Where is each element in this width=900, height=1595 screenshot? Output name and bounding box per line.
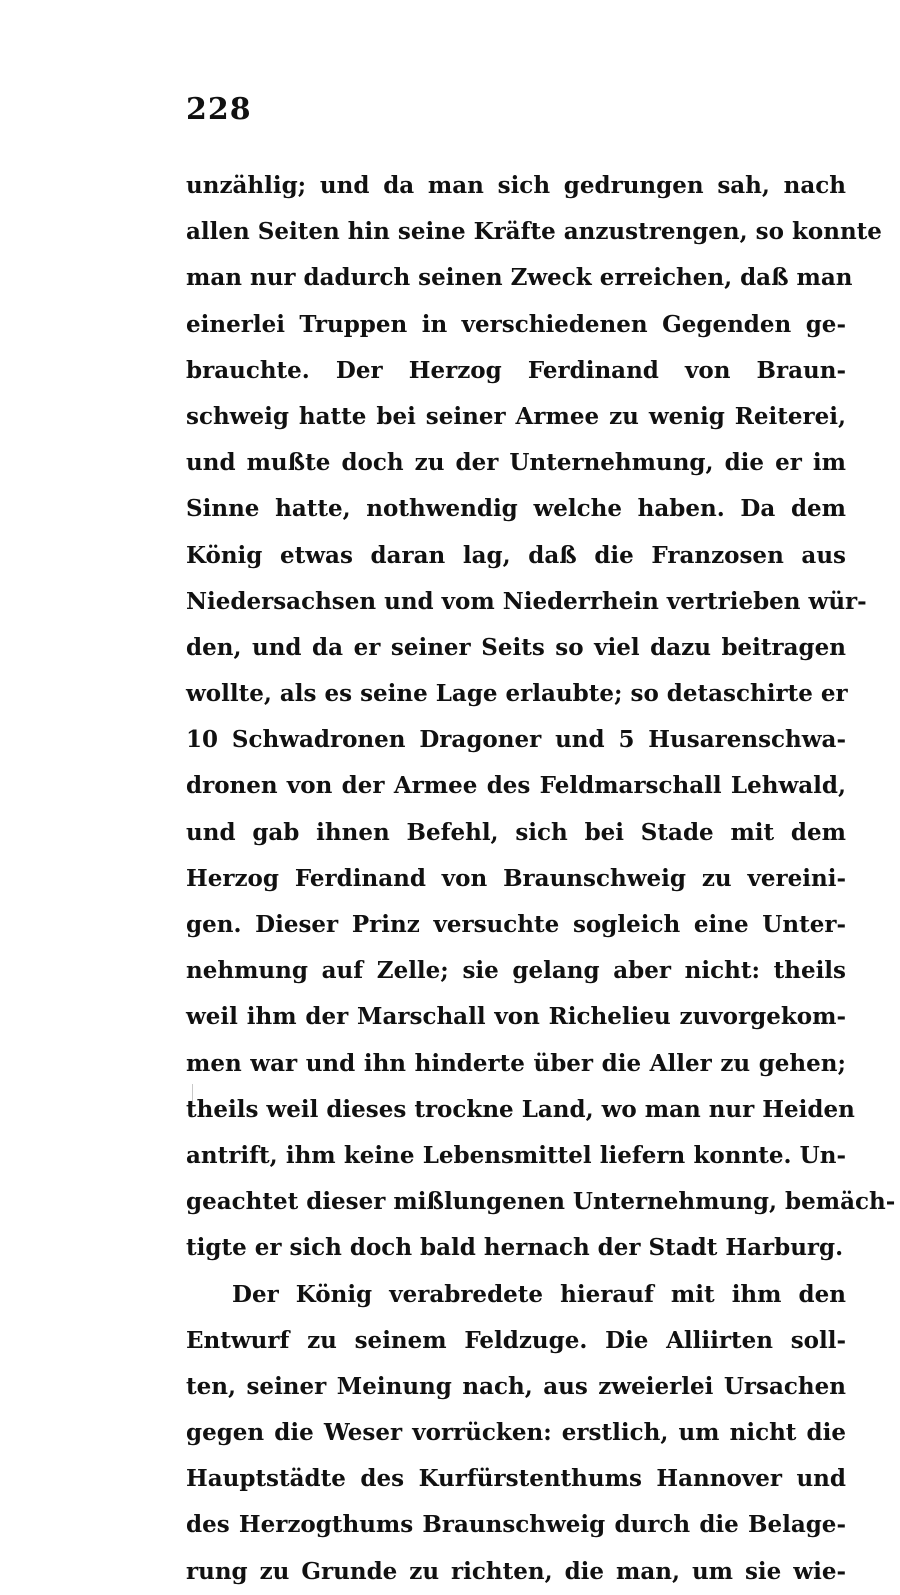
text-line: rung zu Grunde zu richten, die man, um sie wie- [186,1557,846,1585]
text-line: 10 Schwadronen Dragoner und 5 Husarenschwa- [186,726,846,754]
text-line: schweig hatte bei seiner Armee zu wenig Reiterei, [186,402,846,430]
text-line: König etwas daran lag, daß die Franzosen aus [186,541,846,569]
text-line: des Herzogthums Braunschweig durch die Belage- [186,1511,846,1539]
text-line: men war und ihn hinderte über die Aller zu gehen; [186,1049,846,1077]
text-line: dronen von der Armee des Feldmarschall Lehwald, [186,772,846,800]
text-line: weil ihm der Marschall von Richelieu zuvorgekom- [186,1003,846,1031]
text-line: den, und da er seiner Seits so viel dazu beitragen [186,633,846,661]
text-line: und mußte doch zu der Unternehmung, die er im [186,449,846,477]
text-line: tigte er sich doch bald hernach der Stadt Harburg. [186,1234,844,1262]
text-line: Herzog Ferdinand von Braunschweig zu vereini- [186,864,846,892]
text-line: antrift, ihm keine Lebensmittel liefern konnte. Un- [186,1141,846,1169]
text-line: Hauptstädte des Kurfürstenthums Hannover und [186,1465,846,1493]
body-text [186,163,896,1595]
text-line: geachtet dieser mißlungenen Unternehmung, bemäch- [186,1188,896,1216]
text-line: allen Seiten hin seine Kräfte anzustrengen, so konnte [186,218,882,246]
text-line: Sinne hatte, nothwendig welche haben. Da dem [186,495,846,523]
text-line: man nur dadurch seinen Zweck erreichen, daß man [186,264,853,292]
text-line: wollte, als es seine Lage erlaubte; so detaschirte er [186,680,848,708]
page-number: 228 [186,92,252,127]
text-line: Niedersachsen und vom Niederrhein vertrieben wür- [186,587,867,615]
text-line: einerlei Truppen in verschiedenen Gegenden ge- [186,310,846,338]
text-line: Entwurf zu seinem Feldzuge. Die Alliirten soll- [186,1326,846,1354]
text-line: unzählig; und da man sich gedrungen sah, nach [186,172,846,199]
text-line: gen. Dieser Prinz versuchte sogleich eine Unter- [186,911,846,938]
text-line: brauchte. Der Herzog Ferdinand von Braun- [186,356,846,384]
text-line: theils weil dieses trockne Land, wo man nur Heiden [186,1095,855,1123]
paragraph-start-line: Der König verabredete hierauf mit ihm den [232,1280,846,1308]
text-line: nehmung auf Zelle; sie gelang aber nicht: theils [186,957,846,985]
text-line: ten, seiner Meinung nach, aus zweierlei Ursachen [186,1372,846,1400]
text-line: und gab ihnen Befehl, sich bei Stade mit dem [186,818,846,846]
text-line: gegen die Weser vorrücken: erstlich, um nicht die [186,1419,846,1447]
